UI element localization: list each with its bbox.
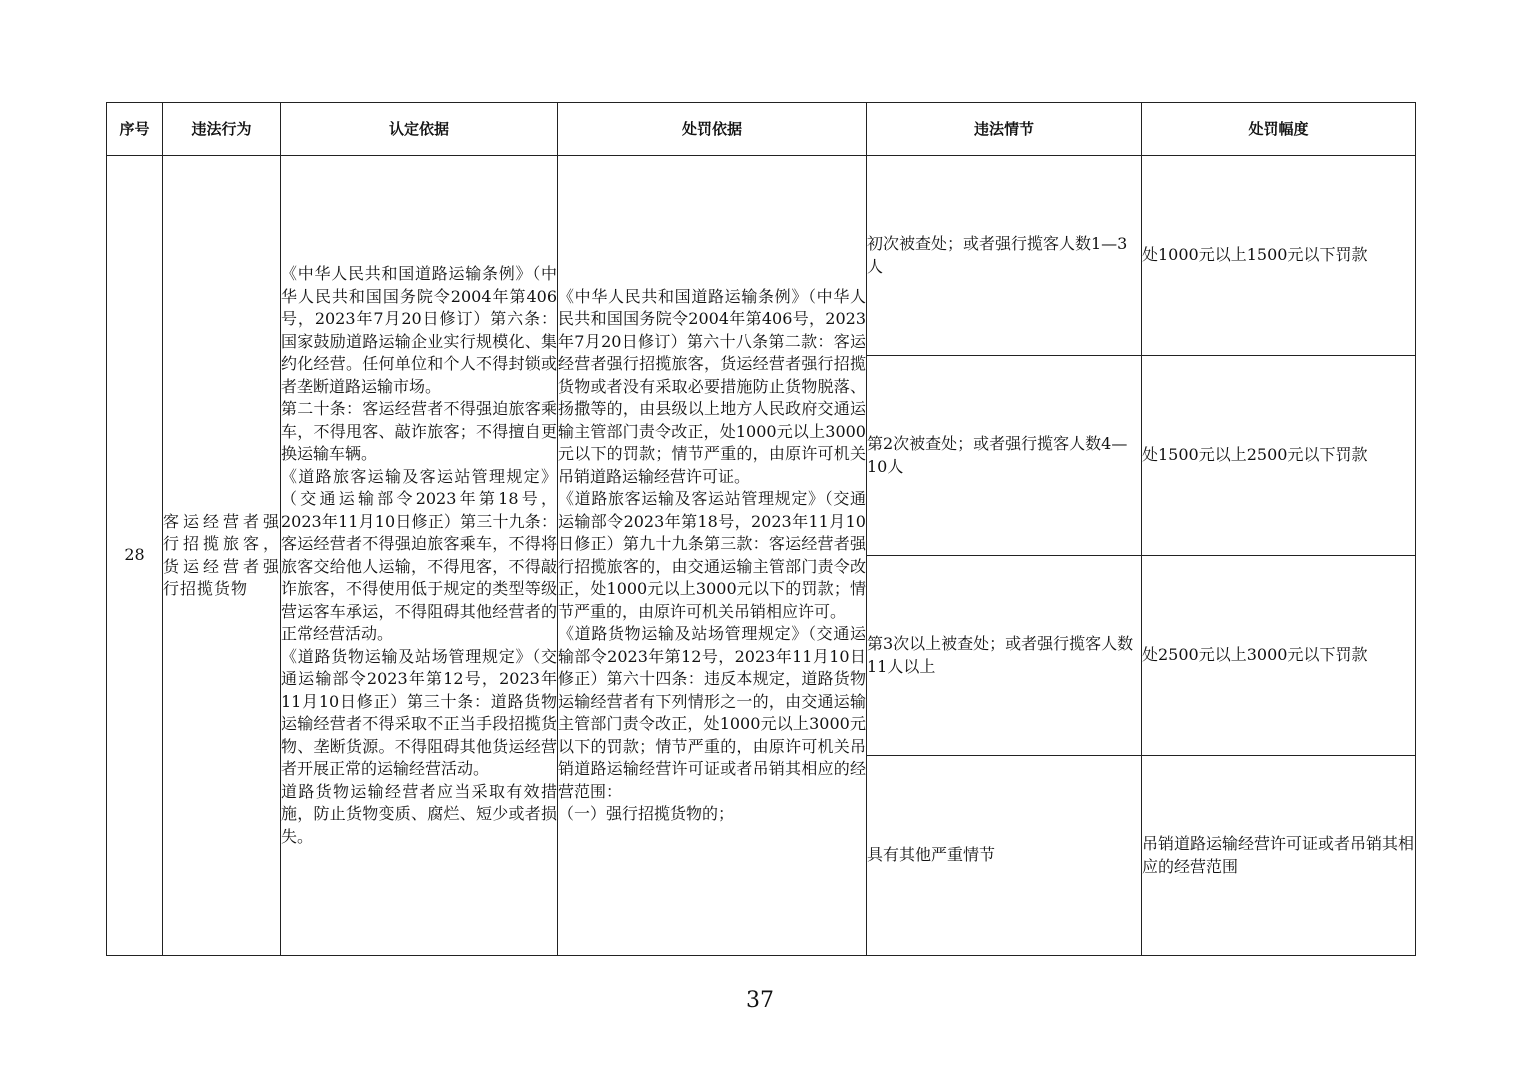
header-basis: 认定依据: [281, 103, 558, 156]
circumstance-cell: 第2次被查处；或者强行揽客人数4—10人: [867, 356, 1142, 556]
row-penalty-basis: 《中华人民共和国道路运输条例》（中华人民共和国国务院令2004年第406号，2023年7月20日修订）第六十八条第二款：客运经营者强行招揽旅客，货运经营者强行招揽货物或者没有采取必要措施防止货物脱落、扬撒等的，由县级以上地方人民政府交通运输主管部门责令改正，处1000元以上3000元以下的罚款；情节严重的，由原许可机关吊销道路运输经营许可证。 《道路旅客运输及客运站管理规定》（交通运输部令2023年第18号，2023年11月10日修正）第九十九条第三款：客运经营者强行招揽旅客的，由交通运输主管部门责令改正，处1000元以上3000元以下的罚款；情节严重的，由原许可机关吊销相应许可。 《道路货物运输及站场管理规定》（交通运输部令2023年第12号，2023年11月10日修正）第六十四条：违反本规定，道路货物运输经营者有下列情形之一的，由交通运输主管部门责令改正，处1000元以上3000元以下的罚款；情节严重的，由原许可机关吊销道路运输经营许可证或者吊销其相应的经营范围： （一）强行招揽货物的；: [558, 156, 867, 956]
header-violation: 违法行为: [163, 103, 281, 156]
header-penalty-basis: 处罚依据: [558, 103, 867, 156]
row-serial: 28: [107, 156, 163, 956]
penalty-table: [106, 102, 1416, 956]
table-row: [107, 156, 1416, 356]
table-header-row: [107, 103, 1416, 156]
row-violation: 客运经营者强行招揽旅客，货运经营者强行招揽货物: [163, 156, 281, 956]
penalty-range-cell: 处1500元以上2500元以下罚款: [1142, 356, 1416, 556]
row-basis: 《中华人民共和国道路运输条例》（中华人民共和国国务院令2004年第406号，2023年7月20日修订）第六条：国家鼓励道路运输企业实行规模化、集约化经营。任何单位和个人不得封锁或者垄断道路运输市场。 第二十条：客运经营者不得强迫旅客乘车，不得甩客、敲诈旅客；不得擅自更换运输车辆。 《道路旅客运输及客运站管理规定》（交通运输部令2023年第18号，2023年11月10日修正）第三十九条：客运经营者不得强迫旅客乘车，不得将旅客交给他人运输，不得甩客，不得敲诈旅客，不得使用低于规定的类型等级营运客车承运，不得阻碍其他经营者的正常经营活动。 《道路货物运输及站场管理规定》（交通运输部令2023年第12号，2023年11月10日修正）第三十条：道路货物运输经营者不得采取不正当手段招揽货物、垄断货源。不得阻碍其他货运经营者开展正常的运输经营活动。 道路货物运输经营者应当采取有效措施，防止货物变质、腐烂、短少或者损失。: [281, 156, 558, 956]
header-circumstance: 违法情节: [867, 103, 1142, 156]
circumstance-cell: 第3次以上被查处；或者强行揽客人数11人以上: [867, 556, 1142, 756]
circumstance-cell: 具有其他严重情节: [867, 756, 1142, 956]
circumstance-cell: 初次被查处；或者强行揽客人数1—3人: [867, 156, 1142, 356]
header-serial: 序号: [107, 103, 163, 156]
page-number: 37: [746, 988, 774, 1013]
header-penalty-range: 处罚幅度: [1142, 103, 1416, 156]
penalty-range-cell: 处1000元以上1500元以下罚款: [1142, 156, 1416, 356]
penalty-range-cell: 吊销道路运输经营许可证或者吊销其相应的经营范围: [1142, 756, 1416, 956]
penalty-range-cell: 处2500元以上3000元以下罚款: [1142, 556, 1416, 756]
